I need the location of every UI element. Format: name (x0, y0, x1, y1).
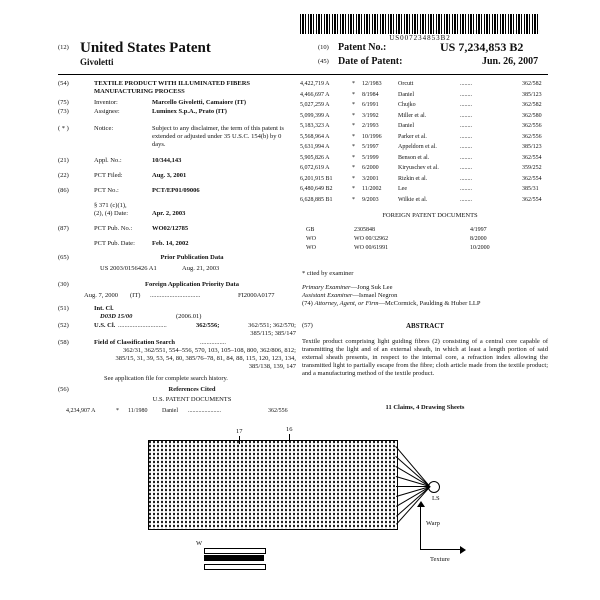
foreign-country: WO (306, 245, 316, 251)
inventor-short: Givoletti (80, 57, 114, 67)
ref-star: * (352, 112, 355, 119)
texture-arrow-line (420, 549, 462, 550)
ref-class: 385/123 (522, 91, 542, 98)
s371-label: § 371 (c)(1), (2), (4) Date: (94, 202, 129, 217)
ref-star: * (352, 133, 355, 140)
figure-label-warp: Warp (426, 520, 440, 527)
uscl-dots: .............................. (118, 322, 167, 329)
ref-star: * (352, 102, 355, 108)
ref-dots: ........ (460, 102, 472, 108)
ref-star: * (352, 165, 355, 171)
ref-class: 362/554 (522, 175, 542, 182)
ref-class: 362/554 (522, 196, 542, 203)
foreign-no: WO 00/32962 (354, 236, 389, 242)
ref-no: 6,480,649 B2 (300, 186, 333, 192)
assignee-label: Assignee: (94, 108, 120, 115)
primary-examiner (302, 284, 392, 291)
ref-star: * (352, 175, 355, 182)
attorney-label: Attorney, Agent, or Firm (314, 300, 379, 307)
foreign-no: 2305848 (354, 227, 375, 233)
cross-section-bottom (204, 564, 266, 570)
ref-date: 3/1992 (362, 112, 379, 119)
ref-star: * (352, 144, 355, 150)
ref-row (300, 185, 560, 193)
ref-star: * (352, 91, 355, 98)
intcl-year: (2006.01) (176, 313, 202, 320)
foreign-docs-heading: FOREIGN PATENT DOCUMENTS (382, 212, 478, 219)
uscl-tag: (52) (58, 322, 69, 329)
pct-no-tag: (86) (58, 187, 69, 194)
us-docs-heading: U.S. PATENT DOCUMENTS (152, 396, 232, 403)
foreign-date: Aug. 7, 2000 (84, 292, 118, 299)
intcl-tag: (51) (58, 305, 69, 312)
ref-star: * (352, 81, 355, 87)
uscl-label: U.S. Cl. (94, 322, 116, 329)
ref-star: * (352, 196, 355, 203)
abstract-tag: (57) (302, 322, 313, 329)
ref-dots: ........ (460, 196, 472, 203)
ref-star: * (352, 123, 355, 129)
patent-number: US 7,234,853 B2 (440, 40, 524, 54)
ref-no: 5,568,964 A (300, 133, 330, 140)
ref-class: 385/31 (522, 186, 539, 192)
prior-tag: (65) (58, 254, 69, 261)
notice-text: Subject to any disclaimer, the term of this patent is extended or adjusted under 35 U.S.C. 154(b) by 0 days. (152, 125, 284, 148)
attorney (302, 300, 542, 308)
figure-label-w: W (196, 540, 203, 547)
attorney-tag: (74) (302, 300, 313, 307)
ref-no: 4,234,907 A (66, 408, 96, 414)
patent-title: TEXTILE PRODUCT WITH ILLUMINATED FIBERS MANUFACTURING PROCESS (94, 80, 251, 95)
ref-dots: ........ (460, 91, 472, 98)
ref-dots: ........ (460, 123, 472, 129)
figure-label-ls: LS (432, 495, 440, 502)
ref-dots: ........ (460, 186, 472, 192)
ref-class: 385/123 (522, 144, 542, 150)
foreign-country: GB (306, 227, 315, 233)
patent-no-tag: (10) (318, 44, 329, 51)
pct-no-label: PCT No.: (94, 187, 119, 194)
abstract-text: Textile product comprising light guiding fibres (2) consisting of a central core capable of transmitting the light and of an external sheath, in which at least a length portion of said external sheath presents, in respect to the internal core, a refraction index allowing the transmitted light to partially escape from the fibre; cloth article made from the textile product; and a manufacturing method of the textile product. (302, 338, 548, 377)
notice-tag: ( * ) (58, 125, 69, 132)
ref-row (300, 112, 560, 120)
ref-row (300, 154, 560, 162)
inventor-label: Inventor: (94, 99, 118, 106)
ref-name: Daniel (398, 123, 414, 129)
ref-dots: ...................... (188, 408, 221, 414)
light-source-icon (428, 481, 440, 493)
ref-no: 5,027,259 A (300, 102, 330, 108)
figure-label-16: 16 (286, 426, 293, 433)
barcode (300, 14, 540, 34)
intcl-label: Int. Cl. (94, 305, 114, 312)
ref-date: 9/2003 (362, 196, 379, 203)
ref-row (300, 133, 560, 141)
ref-dots: ........ (460, 144, 472, 150)
ref-date: 5/1997 (362, 144, 379, 150)
ref-name: Orcutt (398, 81, 414, 87)
ref-date: 12/1983 (362, 81, 382, 87)
ref-name: Miller et al. (398, 112, 427, 119)
ref-name: Chujko (398, 102, 416, 108)
ref-class: 362/554 (522, 154, 542, 161)
ref-name: Daniel (398, 91, 414, 98)
warp-arrow-head-icon (417, 501, 425, 507)
ref-name: Kiryuschev et al. (398, 165, 439, 171)
figure-label-17: 17 (236, 428, 243, 435)
cross-section-top (204, 548, 266, 554)
ref-no: 5,183,323 A (300, 123, 330, 129)
ref-no: 5,905,826 A (300, 154, 330, 161)
foreign-no: FI2000A0177 (238, 292, 275, 299)
leader-16 (289, 434, 290, 442)
refs-tag: (56) (58, 386, 69, 393)
ref-no: 6,628,885 B1 (300, 196, 333, 203)
ref-class: 362/556 (522, 123, 542, 129)
notice-label: Notice: (94, 125, 114, 132)
pub-tag: (87) (58, 225, 69, 232)
ref-date: 11/1980 (128, 408, 148, 414)
uscl-rest: 362/551; 362/570; 385/115; 385/147 (248, 322, 296, 337)
pct-filed-label: PCT Filed: (94, 172, 123, 179)
ref-dots: ........ (460, 165, 472, 171)
assistant-examiner-label: Assistant Examiner (302, 292, 353, 299)
ref-dots: ........ (460, 81, 472, 87)
appl-value: 10/344,143 (152, 157, 182, 164)
pub-no: WO02/12785 (152, 225, 189, 232)
ref-dots: ........ (460, 175, 472, 182)
ref-no: 4,422,719 A (300, 81, 330, 87)
date-tag: (45) (318, 58, 329, 65)
foreign-heading: Foreign Application Priority Data (145, 281, 239, 288)
ref-no: 5,631,994 A (300, 144, 330, 150)
ref-no: 5,099,399 A (300, 112, 330, 119)
abstract-heading: ABSTRACT (405, 322, 445, 330)
cross-section-core (204, 555, 264, 561)
field-text: 362/31, 362/551, 554–556, 570, 103, 105–108, 800, 362/806, 812; 385/15, 31, 39, 53, 54, 80, 385/76–78, 81, 84, 88, 115, 120, 123, 134, 385/138, 139, 147 (115, 347, 296, 370)
ref-date: 8/1984 (362, 91, 379, 98)
ref-star: * (116, 408, 119, 414)
ref-class: 362/556 (522, 133, 542, 140)
ref-name: Benson et al. (398, 154, 430, 161)
barcode-number: US007234853B2 (389, 34, 451, 42)
ref-date: 2/1993 (362, 123, 379, 129)
assistant-examiner-name: —Ismael Negron (352, 292, 398, 299)
ref-name: Rizkin et al. (398, 175, 428, 182)
pct-no-value: PCT/EP01/09006 (152, 187, 200, 194)
ref-row (300, 175, 560, 183)
claims-summary: 11 Claims, 4 Drawing Sheets (385, 404, 465, 411)
foreign-date: 10/2000 (470, 245, 490, 251)
ref-class: 362/580 (522, 112, 542, 119)
ref-no: 6,072,619 A (300, 165, 330, 171)
foreign-country: WO (306, 236, 316, 242)
appl-tag: (21) (58, 157, 69, 164)
patent-date: Jun. 26, 2007 (482, 56, 539, 67)
foreign-dots: ............................... (150, 292, 201, 299)
ref-no: 4,466,697 A (300, 91, 330, 98)
foreign-date: 8/2000 (470, 236, 487, 242)
texture-arrow-head-icon (460, 546, 466, 554)
pub-date: Feb. 14, 2002 (152, 240, 189, 247)
refs-heading: References Cited (168, 386, 216, 393)
ref-row (300, 101, 560, 109)
ref-dots: ........ (460, 154, 472, 161)
ref-class: 362/556 (268, 408, 288, 414)
prior-heading: Prior Publication Data (160, 254, 224, 261)
patent-no-label: Patent No.: (338, 42, 387, 53)
pct-filed-value: Aug. 3, 2001 (152, 172, 187, 179)
field-dots: ................ (200, 339, 226, 346)
ref-date: 5/1999 (362, 154, 379, 161)
ref-star: * (352, 154, 355, 161)
foreign-date: 4/1997 (470, 227, 487, 233)
ref-class: 362/582 (522, 102, 542, 108)
ref-date: 3/2001 (362, 175, 379, 182)
intcl-code: D03D 15/00 (100, 313, 133, 320)
figure-label-texture: Texture (430, 556, 450, 563)
ref-date: 6/1991 (362, 102, 379, 108)
pub-label: PCT Pub. No.: (94, 225, 133, 232)
see-application: See application file for complete search history. (104, 375, 228, 382)
s371-date: Apr. 2, 2003 (152, 210, 186, 217)
ref-row (300, 164, 560, 172)
ref-name: Daniel (162, 408, 178, 414)
ref-name: Lee (398, 186, 407, 192)
prior-date: Aug. 21, 2003 (182, 265, 220, 272)
assistant-examiner (302, 292, 397, 299)
assignee-value: Luminex S.p.A., Prato (IT) (152, 108, 227, 115)
ref-name: Wilkie et al. (398, 196, 428, 203)
pub-date-label: PCT Pub. Date: (94, 240, 135, 247)
ref-class: 359/252 (522, 165, 542, 171)
foreign-country: (IT) (130, 292, 141, 299)
ref-date: 6/2000 (362, 165, 379, 171)
ref-star: * (352, 186, 355, 192)
assignee-tag: (73) (58, 108, 69, 115)
attorney-name: —McCormick, Paulding & Huber LLP (378, 300, 481, 307)
field-tag: (58) (58, 339, 69, 346)
first-ref-row (66, 407, 326, 415)
field-label: Field of Classification Search (94, 339, 175, 346)
textile-fabric-drawing (148, 440, 398, 530)
doc-type: United States Patent (80, 40, 211, 56)
inventor-value: Marcello Givoletti, Camaiore (IT) (152, 99, 246, 106)
foreign-tag: (30) (58, 281, 69, 288)
primary-examiner-label: Primary Examiner (302, 284, 351, 291)
ref-row (300, 80, 560, 88)
uscl-main: 362/556; (196, 322, 220, 329)
foreign-no: WO 00/61991 (354, 245, 389, 251)
pct-filed-tag: (22) (58, 172, 69, 179)
leader-17 (239, 436, 240, 444)
appl-label: Appl. No.: (94, 157, 122, 164)
ref-dots: ........ (460, 133, 472, 140)
date-label: Date of Patent: (338, 56, 403, 67)
ref-row (300, 122, 560, 130)
ref-dots: ........ (460, 112, 472, 119)
header-rule (58, 74, 548, 75)
ref-row (300, 196, 560, 204)
ref-no: 6,201,915 B1 (300, 175, 333, 182)
ref-name: Parker et al. (398, 133, 427, 140)
ref-row (300, 91, 560, 99)
prior-no: US 2003/0156426 A1 (100, 265, 157, 272)
title-tag: (54) (58, 80, 69, 87)
inventor-tag: (75) (58, 99, 69, 106)
ref-name: Appeldorn et al. (398, 144, 437, 150)
primary-examiner-name: —Jong Suk Lee (350, 284, 393, 291)
warp-arrow-line (420, 505, 421, 549)
ref-row (300, 143, 560, 151)
ref-date: 11/2002 (362, 186, 382, 192)
cited-by-examiner: * cited by examiner (302, 270, 354, 277)
ref-class: 362/582 (522, 81, 542, 87)
ref-date: 10/1996 (362, 133, 382, 140)
kind-tag: (12) (58, 44, 69, 51)
